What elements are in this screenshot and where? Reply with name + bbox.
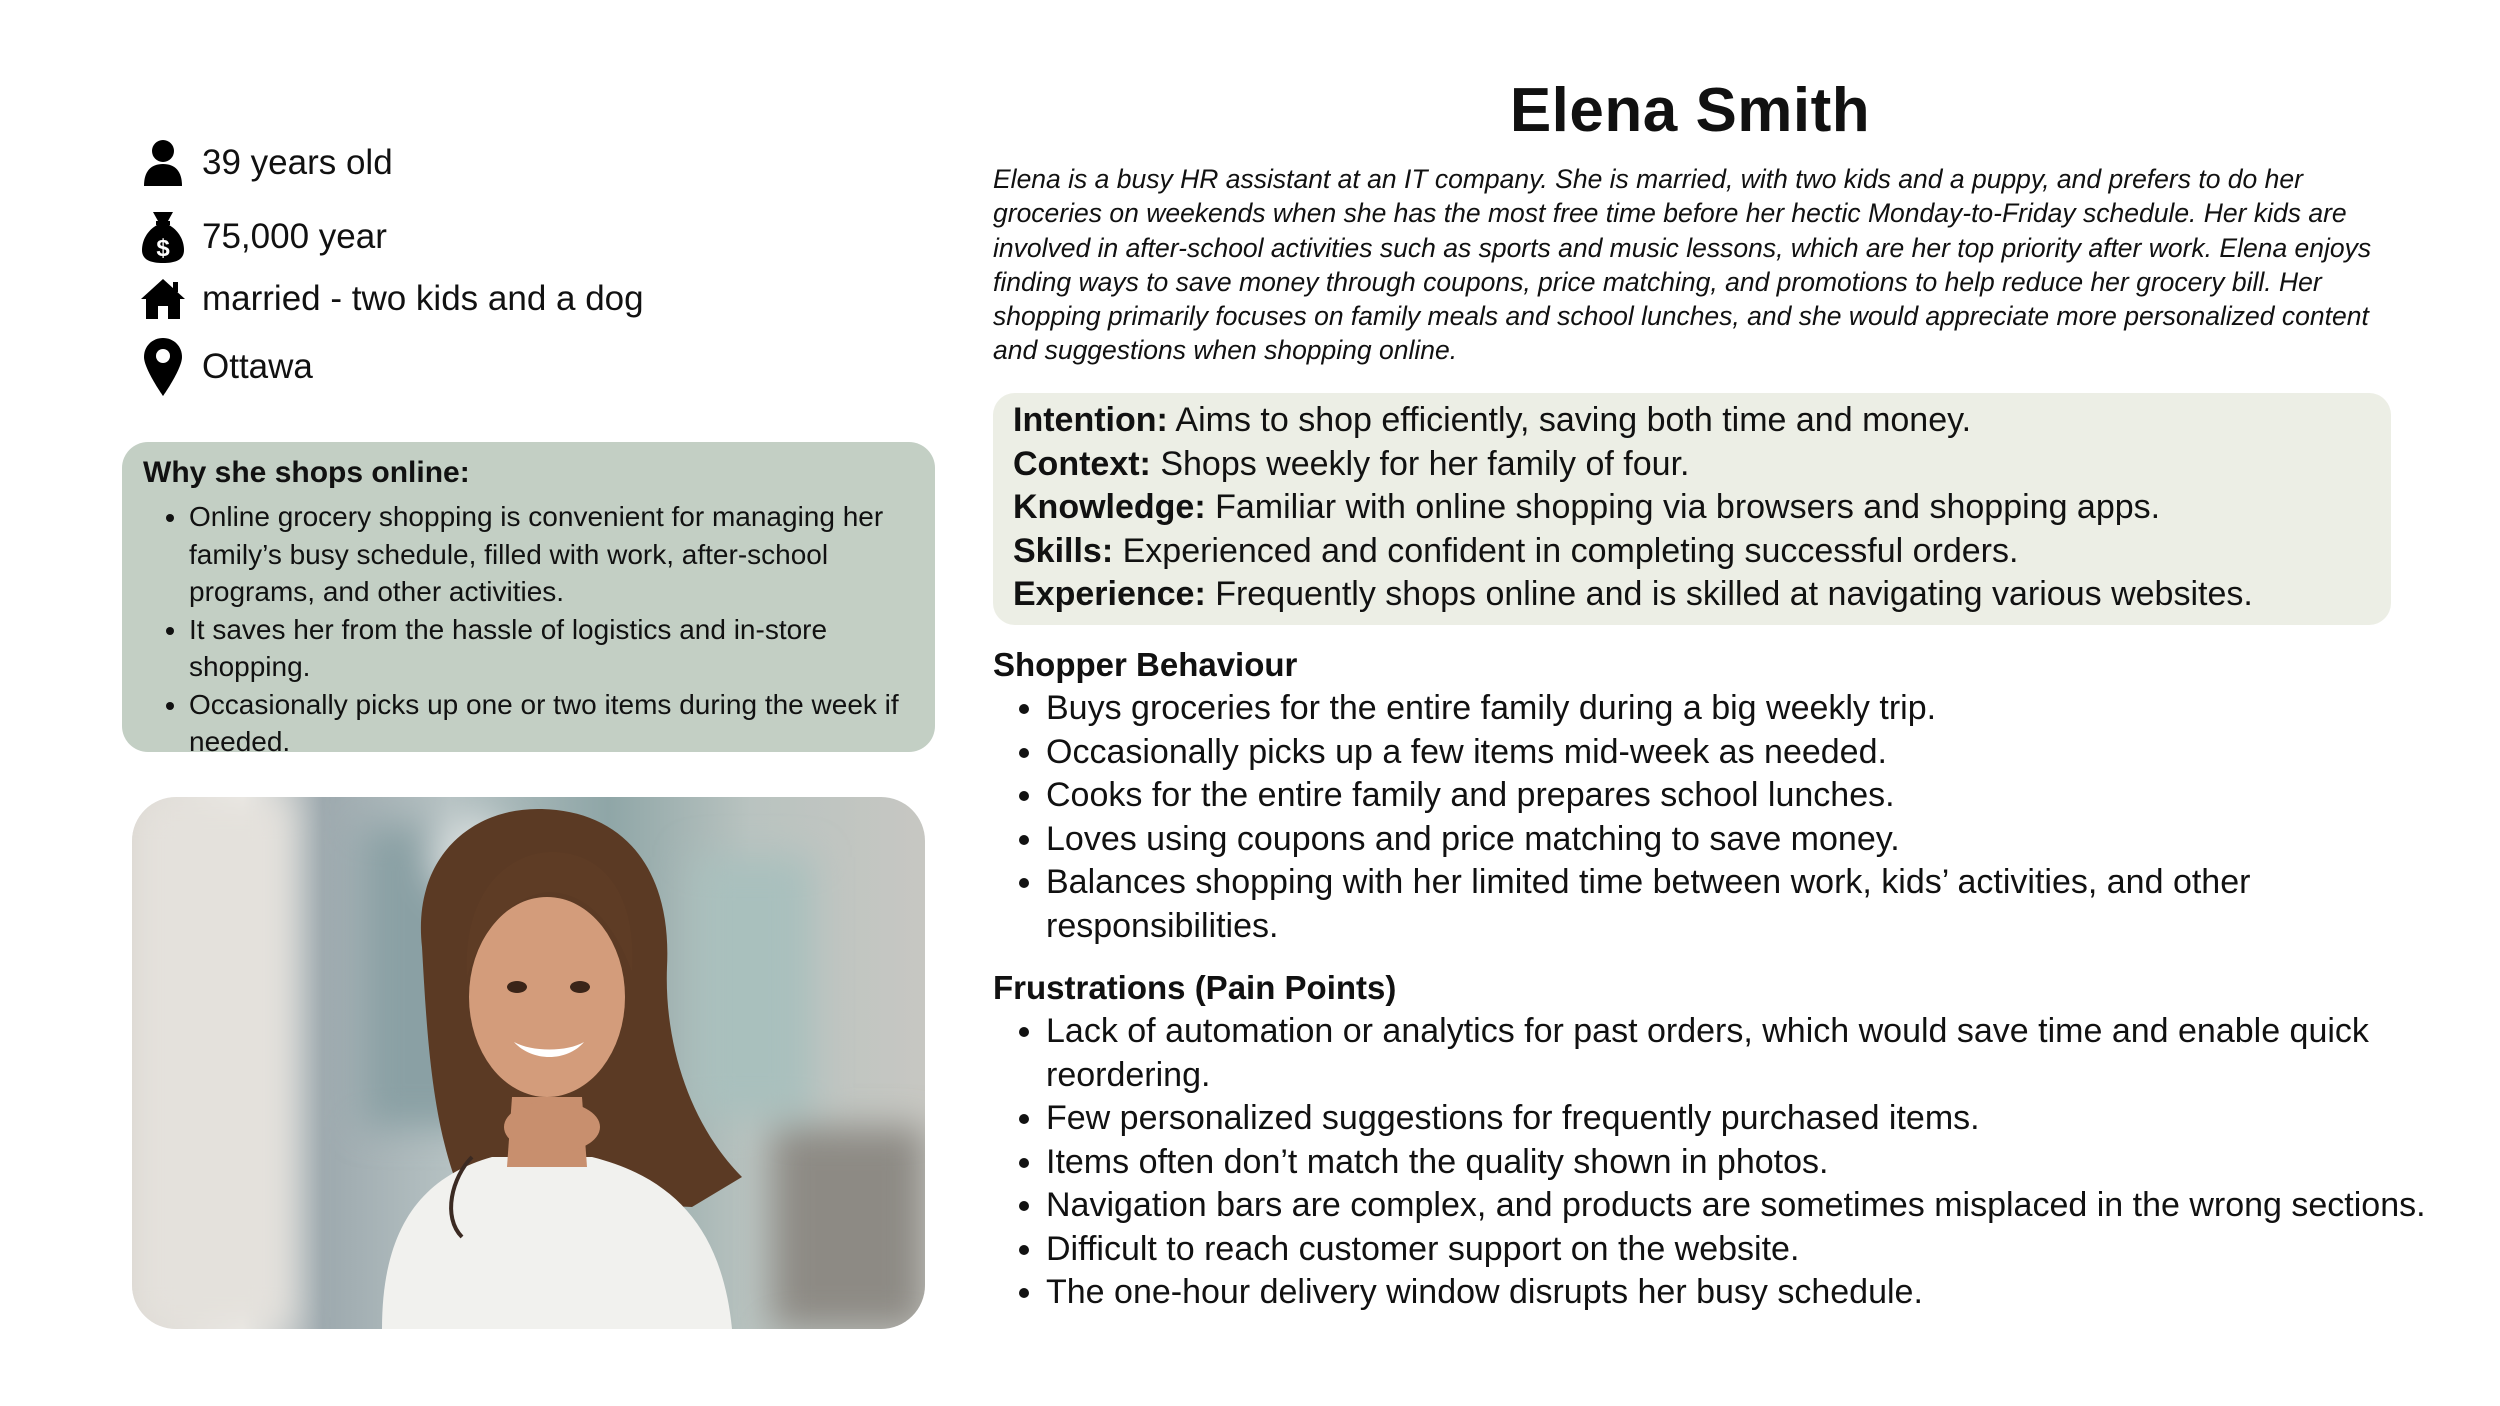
fact-label: 75,000 year — [202, 217, 387, 256]
fact-label: 39 years old — [202, 143, 393, 182]
list-item: • Loves using coupons and price matching to save money. — [1046, 818, 2466, 862]
persona-name: Elena Smith — [1509, 76, 1871, 145]
location-pin-icon — [138, 334, 188, 400]
goals-box — [993, 393, 2391, 625]
goal-knowledge — [1013, 486, 2391, 530]
user-icon — [138, 130, 188, 196]
persona-photo — [132, 797, 925, 1329]
shopper-behaviour-list — [993, 687, 2466, 948]
goal-text: Shops weekly for her family of four. — [1150, 444, 1690, 483]
goal-text: Familiar with online shopping via browsers and shopping apps. — [1205, 488, 2161, 526]
goal-label: Context: — [1013, 444, 1151, 483]
list-item: • Lack of automation or analytics for past orders, which would save time and enable quick reordering. — [1046, 1010, 2466, 1097]
list-item: • Cooks for the entire family and prepares school lunches. — [1046, 774, 2466, 818]
goal-context — [1013, 443, 2391, 487]
shopper-behaviour-title: Shopper Behaviour — [993, 646, 1298, 683]
list-item: • Buys groceries for the entire family during a big weekly trip. — [1046, 687, 2466, 731]
goal-intention — [1013, 399, 2391, 443]
money-bag-icon — [138, 204, 188, 270]
home-icon — [138, 266, 188, 332]
goal-experience — [1013, 573, 2391, 617]
fact-label: Ottawa — [202, 347, 313, 386]
goal-text: Frequently shops online and is skilled at navigating various websites. — [1205, 575, 2253, 613]
list-item: • Occasionally picks up one or two items during the week if needed. — [189, 686, 913, 761]
fact-location — [138, 334, 313, 400]
why-shops-online-title: Why she shops online: — [143, 456, 470, 489]
list-item: • The one-hour delivery window disrupts her busy schedule. — [1046, 1271, 2466, 1315]
list-item: • Online grocery shopping is convenient for managing her family’s busy schedule, filled with work, after-school programs, and other activities. — [189, 498, 913, 611]
persona-bio: Elena is a busy HR assistant at an IT company. She is married, with two kids and a puppy, and prefers to do her groceries on weekends when she has the most free time before her hectic Monday-to-Friday schedule. Her kids are involved in after-school activities such as sports and music lessons, which are her top priority after work. Elena enjoys finding ways to save money through coupons, price matching, and promotions to help reduce her grocery bill. Her shopping primarily focuses on family meals and school lunches, and she would appreciate more personalized content and suggestions when shopping online. — [993, 164, 2372, 366]
goal-text: Aims to shop efficiently, saving both time and money. — [1167, 401, 1972, 439]
fact-age — [138, 130, 393, 196]
fact-income — [138, 204, 387, 270]
goal-label: Experience: — [1013, 575, 1206, 613]
svg-text:$: $ — [156, 235, 170, 262]
fact-household — [138, 266, 644, 332]
list-item: • Navigation bars are complex, and products are sometimes misplaced in the wrong sections. — [1046, 1184, 2466, 1228]
goal-skills — [1013, 530, 2391, 574]
frustrations-list — [993, 1010, 2466, 1315]
goal-label: Intention: — [1013, 401, 1168, 439]
list-item: • Few personalized suggestions for frequently purchased items. — [1046, 1097, 2466, 1141]
goal-label: Skills: — [1013, 531, 1114, 570]
why-shops-online-list — [143, 498, 913, 761]
list-item: • Balances shopping with her limited time between work, kids’ activities, and other responsibilities. — [1046, 861, 2466, 948]
list-item: • Occasionally picks up a few items mid-week as needed. — [1046, 731, 2466, 775]
list-item: • It saves her from the hassle of logistics and in-store shopping. — [189, 611, 913, 686]
goal-label: Knowledge: — [1013, 488, 1206, 526]
goal-text: Experienced and confident in completing successful orders. — [1113, 531, 2019, 570]
list-item: • Items often don’t match the quality shown in photos. — [1046, 1141, 2466, 1185]
list-item: • Difficult to reach customer support on the website. — [1046, 1228, 2466, 1272]
frustrations-title: Frustrations (Pain Points) — [993, 969, 1397, 1006]
fact-label: married - two kids and a dog — [202, 279, 644, 318]
why-shops-online-box — [122, 442, 935, 757]
